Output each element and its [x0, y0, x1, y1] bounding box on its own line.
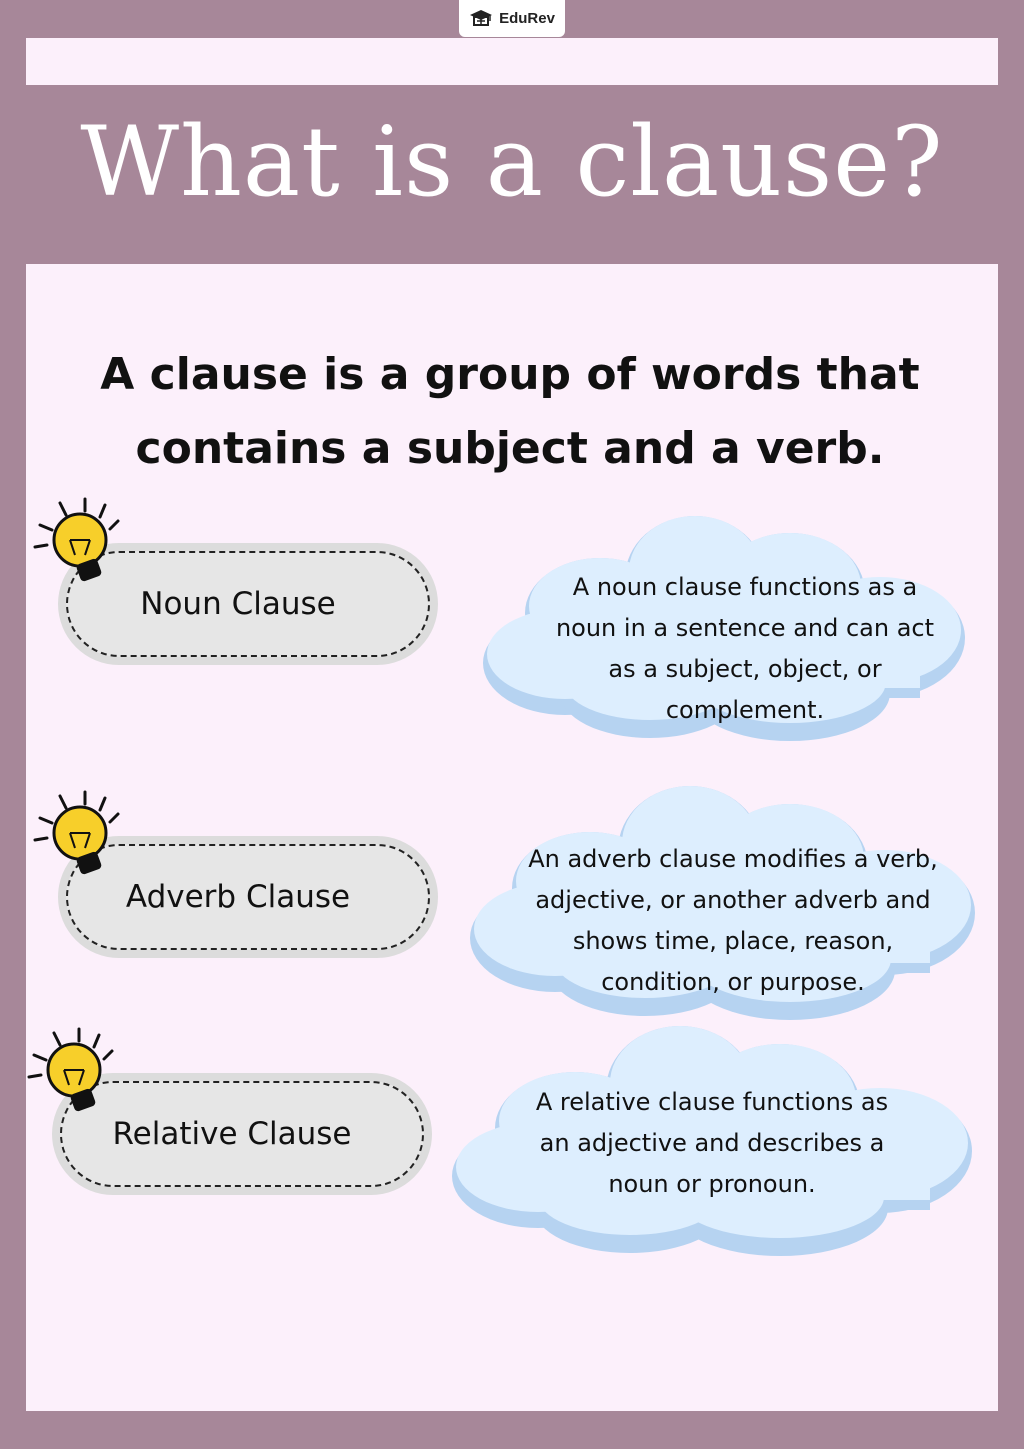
- definition-line-2: contains a subject and a verb.: [135, 423, 885, 474]
- logo-text: EduRev: [499, 10, 555, 27]
- edurev-logo: [459, 0, 565, 37]
- page-title: What is a clause?: [80, 106, 944, 218]
- graduation-cap-icon: [469, 8, 493, 30]
- clause-label: Adverb Clause: [125, 879, 351, 915]
- definition-text: [60, 338, 960, 486]
- clause-description: An adverb clause modifies a verb, adjective, or another adverb and shows time, place, reason, condition, or purpose.: [528, 845, 938, 996]
- lightbulb-icon: [30, 788, 125, 888]
- definition-line-1: A clause is a group of words that: [100, 349, 920, 400]
- clause-description: A relative clause functions as an adjective and describes a noun or pronoun.: [535, 1088, 889, 1198]
- clause-label: Noun Clause: [140, 586, 336, 622]
- top-strip: [26, 38, 998, 85]
- lightbulb-icon: [24, 1025, 119, 1125]
- clause-description: A noun clause functions as a noun in a sentence and can act as a subject, object, or complement.: [555, 573, 935, 724]
- clause-label: Relative Clause: [112, 1116, 352, 1152]
- lightbulb-icon: [30, 495, 125, 595]
